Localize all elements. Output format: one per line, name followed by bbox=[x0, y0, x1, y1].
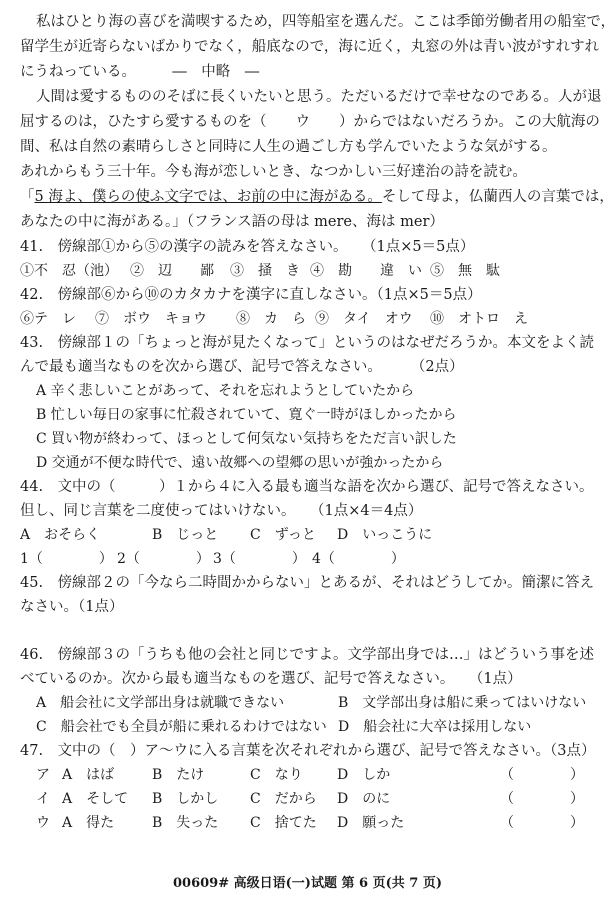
choice: D 願った bbox=[337, 815, 405, 831]
reading-item: ⑤ 無 駄 bbox=[430, 263, 500, 279]
question-46-options bbox=[0, 693, 615, 713]
passage-line: 間、私は自然の素晴らしさと同時に人生の過ごし方も学んでいたような気がする。 bbox=[20, 139, 557, 155]
kanji-item: ⑦ ボウ キョウ bbox=[95, 311, 207, 327]
question-46-option: B 文学部出身は船に乗ってはいけない bbox=[338, 695, 587, 711]
passage-line: 留学生が近寄らないばかりでなく，船底なので，海に近く，丸窓の外は青い波がすれすれ bbox=[20, 39, 600, 55]
question-43-option: C 買い物が終わって、ほっとして何気ない気持ちをただ言い訳した bbox=[36, 431, 457, 447]
underlined-quote: 5 海よ、僕らの使ふ文字では、お前の中に海がゐる。 bbox=[34, 189, 382, 205]
answer-blank: （ ） bbox=[500, 767, 584, 783]
choice: B 失った bbox=[152, 815, 219, 831]
reading-item: ③ 掻 き bbox=[230, 263, 300, 279]
passage-line: にうねっている。 ― 中略 ― bbox=[20, 64, 260, 80]
choice: B たけ bbox=[152, 767, 205, 783]
question-42-prompt: 42. 傍線部⑥から⑩のカタカナを漢字に直しなさい。（1点×5＝5点） bbox=[20, 287, 482, 303]
question-43-option: B 忙しい毎日の家事に忙殺されていて、寛ぐ一時がほしかったから bbox=[36, 407, 457, 423]
question-43-prompt: 43. 傍線部１の「ちょっと海が見たくなって」というのはなぜだろうか。本文をよく読 bbox=[20, 335, 595, 351]
answer-blank: 1（ ） bbox=[20, 551, 113, 567]
kanji-item: ⑩ オトロ え bbox=[430, 311, 528, 327]
question-46-options bbox=[0, 717, 615, 737]
question-44-blanks bbox=[0, 549, 615, 569]
question-47-row bbox=[0, 765, 615, 785]
row-label: イ bbox=[36, 791, 50, 807]
choice: C だから bbox=[250, 791, 317, 807]
kanji-item: ⑧ カ ら bbox=[236, 311, 306, 327]
row-label: ア bbox=[36, 767, 50, 783]
answer-blank: 2（ ） bbox=[117, 551, 210, 567]
choice: C なり bbox=[250, 767, 303, 783]
answer-blank: 3（ ） bbox=[213, 551, 306, 567]
question-43-option: D 交通が不便な時代で、遠い故郷への望郷の思いが強かったから bbox=[36, 455, 444, 471]
question-43-option: A 辛く悲しいことがあって、それを忘れようとしていたから bbox=[36, 383, 415, 399]
question-44-prompt: 但し、同じ言葉を二度使ってはいけない。 （1点×4＝4点） bbox=[20, 503, 423, 519]
choice: C 捨てた bbox=[250, 815, 317, 831]
passage-line: あなたの中に海がある。」（フランス語の母は mere、海は mer） bbox=[20, 214, 444, 230]
choice: D いっこうに bbox=[337, 527, 433, 543]
question-46-prompt: 46. 傍線部３の「うちも他の会社と同じですよ。文学部出身では…」はどういう事を述 bbox=[20, 647, 595, 663]
question-45-prompt: なさい。（1点） bbox=[20, 599, 124, 615]
question-46-option: A 船会社に文学部出身は就職できない bbox=[36, 695, 285, 711]
question-47-row bbox=[0, 813, 615, 833]
kanji-item: ⑥テ レ bbox=[20, 311, 76, 327]
choice: B じっと bbox=[152, 527, 219, 543]
choice: A おそらく bbox=[20, 527, 101, 543]
question-46-prompt: べているのか。次から最も適当なものを選び、記号で答えなさい。 （1点） bbox=[20, 671, 522, 687]
kanji-item: ⑨ タイ オウ bbox=[315, 311, 413, 327]
choice: A はば bbox=[62, 767, 115, 783]
choice: A 得た bbox=[62, 815, 115, 831]
question-44-choices bbox=[0, 525, 615, 545]
choice: D しか bbox=[337, 767, 391, 783]
choice: C ずっと bbox=[250, 527, 316, 543]
passage-line: 私はひとり海の喜びを満喫するため，四等船室を選んだ。ここは季節労働者用の船室で， bbox=[36, 14, 615, 30]
question-46-option: D 船会社に大卒は採用しない bbox=[338, 719, 532, 735]
passage-line: 人間は愛するもののそばに長くいたいと思う。ただいるだけで幸せなのである。人が退 bbox=[36, 89, 602, 105]
reading-item: ④ 勘 違 い bbox=[310, 263, 422, 279]
question-42-items bbox=[0, 309, 615, 329]
answer-blank: （ ） bbox=[500, 815, 584, 831]
question-46-option: C 船会社でも全員が船に乗れるわけではない bbox=[36, 719, 327, 735]
row-label: ウ bbox=[36, 815, 50, 831]
passage-line: あれからもう三十年。今も海が恋しいとき、なつかしい三好達治の詩を読む。 bbox=[20, 164, 527, 180]
answer-blank: 4（ ） bbox=[312, 551, 405, 567]
reading-item: ①不 忍（池） bbox=[20, 263, 118, 279]
choice: D のに bbox=[337, 791, 391, 807]
passage-line: 屈するのは，ひたすら愛するものを（ ウ ）からではないだろうか。この大航海の bbox=[20, 114, 600, 130]
question-41-items bbox=[0, 261, 615, 281]
question-41-prompt: 41. 傍線部①から⑤の漢字の読みを答えなさい。 （1点×5＝5点） bbox=[20, 239, 475, 255]
question-47-row bbox=[0, 789, 615, 809]
page-footer: 00609# 高级日语(一)试题 第 6 页(共 7 页) bbox=[173, 876, 442, 891]
choice: B しかし bbox=[152, 791, 219, 807]
question-43-prompt: んで最も適当なものを次から選び、記号で答えなさい。 （2点） bbox=[20, 359, 464, 375]
question-44-prompt: 44. 文中の（ ）１から４に入る最も適当な語を次から選び、記号で答えなさい。 bbox=[20, 479, 594, 495]
question-45-prompt: 45. 傍線部２の「今なら二時間かからない」とあるが、それはどうしてか。簡潔に答え bbox=[20, 575, 595, 591]
choice: A そして bbox=[62, 791, 129, 807]
question-47-prompt: 47. 文中の（ ）ア～ウに入る言葉を次それぞれから選び、記号で答えなさい。（3点） bbox=[20, 743, 596, 759]
poem-quote-line: 「5 海よ、僕らの使ふ文字では、お前の中に海がゐる。そして母よ，仏蘭西人の言葉では， bbox=[20, 189, 614, 205]
answer-blank: （ ） bbox=[500, 791, 584, 807]
reading-item: ② 辺 鄙 bbox=[130, 263, 214, 279]
